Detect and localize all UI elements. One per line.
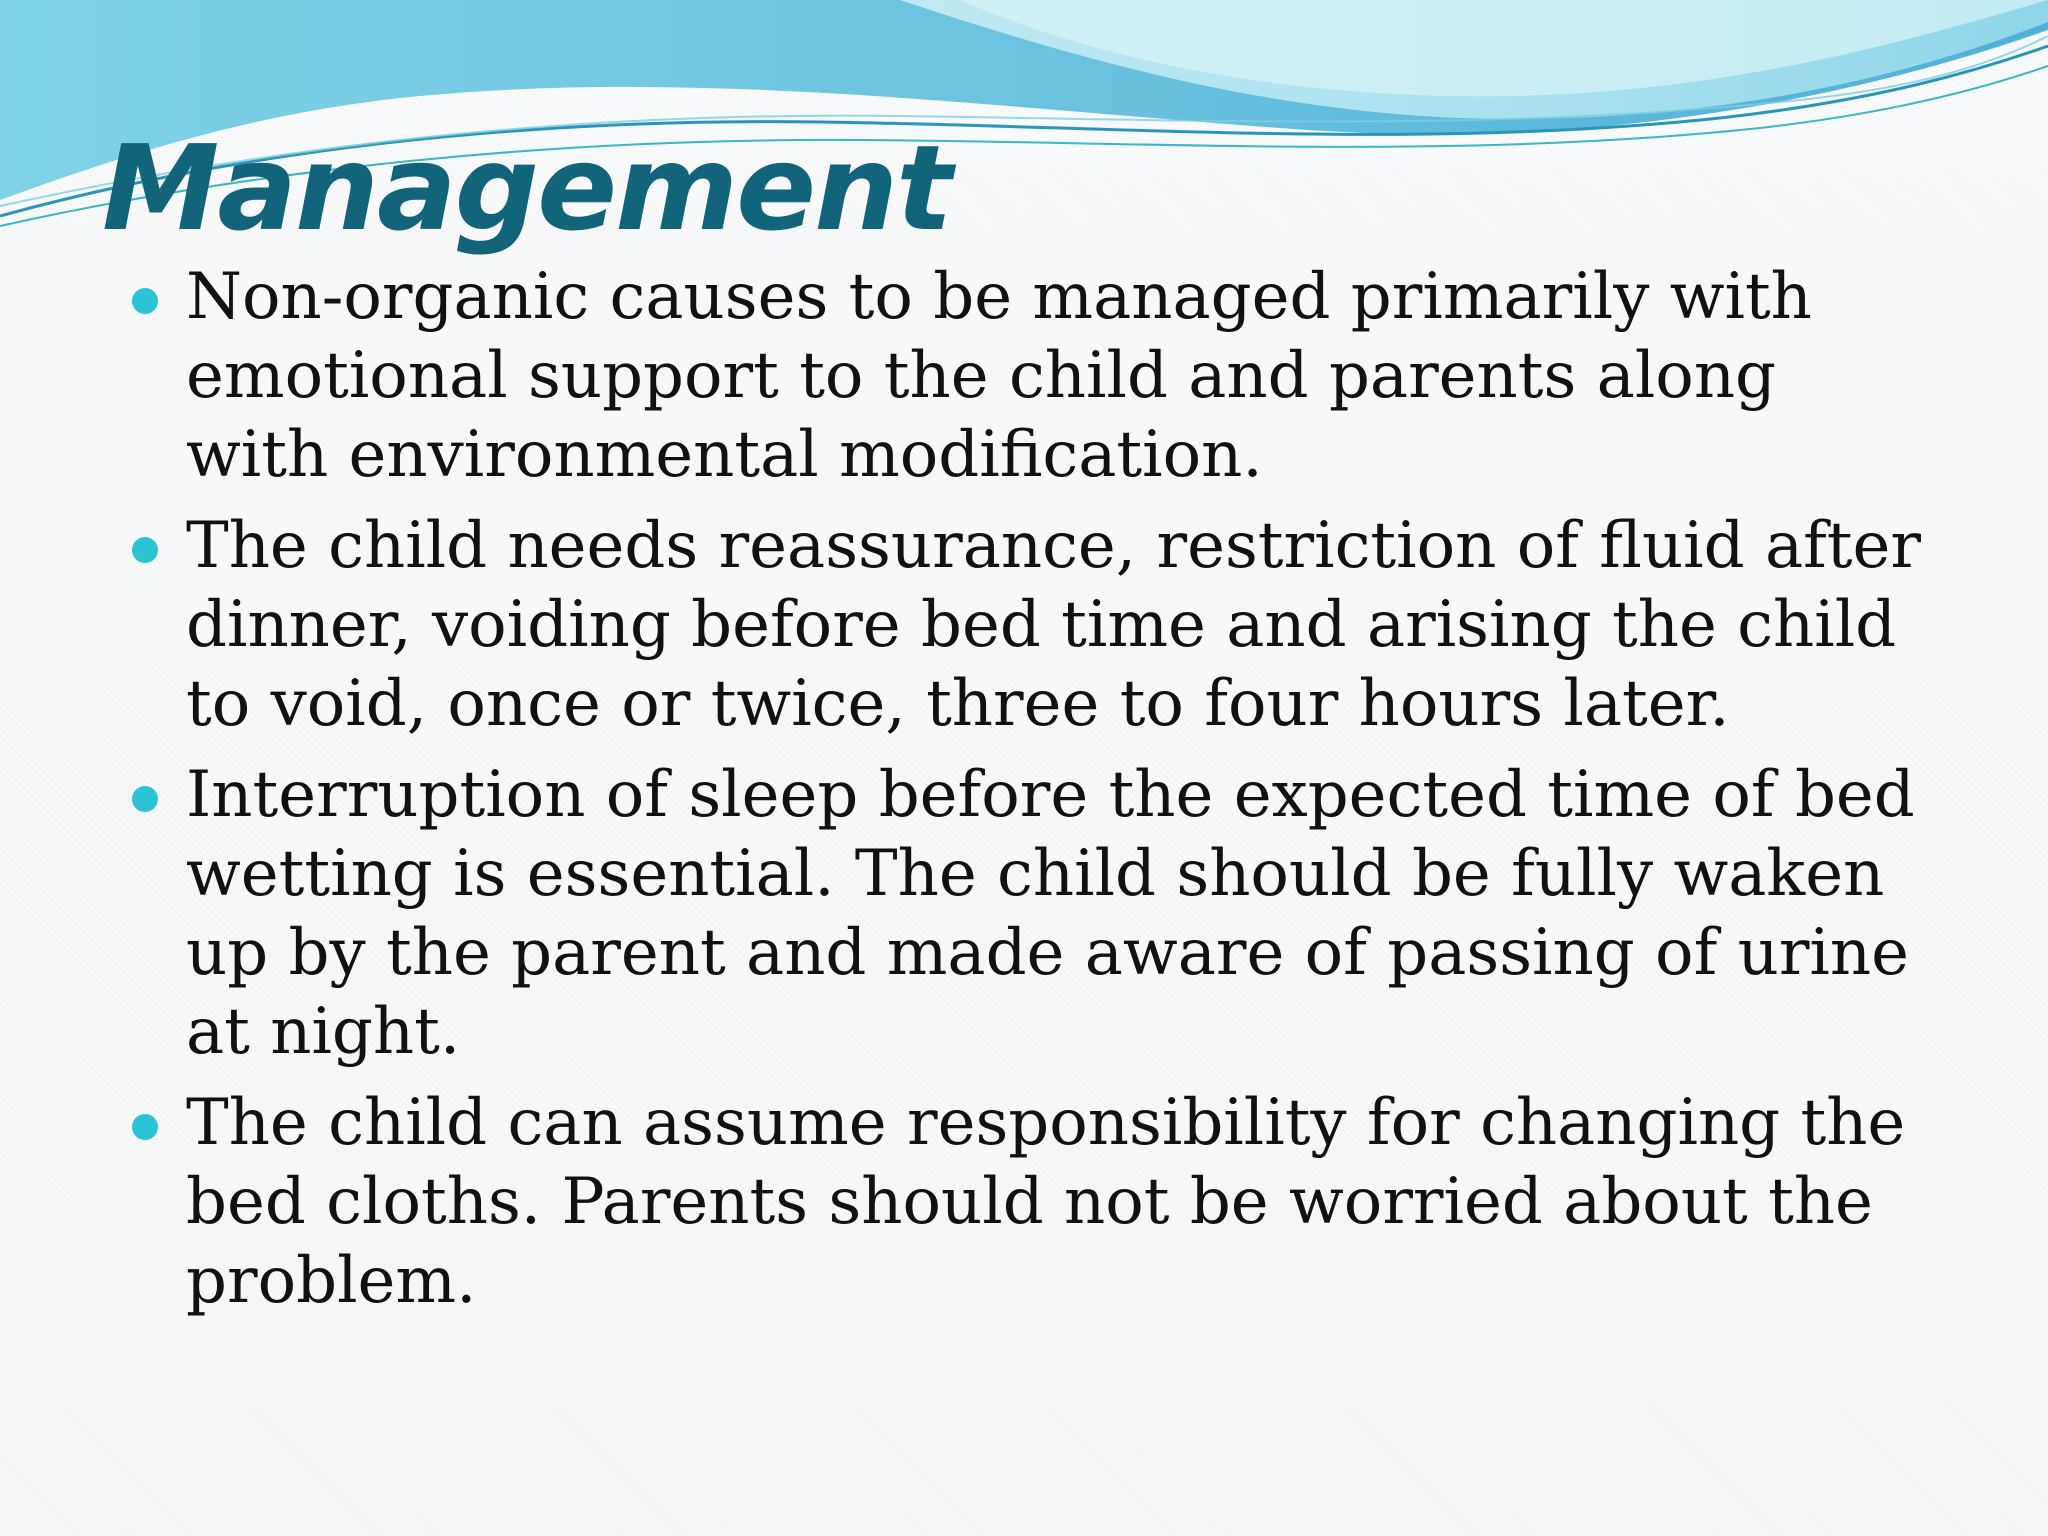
slide-title: Management	[102, 119, 951, 257]
bullet-list	[130, 258, 1930, 1333]
bullet-text: The child can assume responsibility for changing the bed cloths. Parents should not be worried about the problem.	[186, 1086, 1906, 1318]
bullet-item	[130, 507, 1930, 744]
bullet-item	[130, 756, 1930, 1072]
bullet-dot-icon	[132, 786, 158, 812]
bullet-text: The child needs reassurance, restriction of fluid after dinner, voiding before bed time and arising the child to void, once or twice, three to four hours later.	[186, 509, 1921, 741]
bullet-dot-icon	[132, 537, 158, 563]
bullet-dot-icon	[132, 1114, 158, 1140]
bullet-text: Interruption of sleep before the expected time of bed wetting is essential. The child should be fully waken up by the parent and made aware of passing of urine at night.	[186, 758, 1915, 1069]
bullet-dot-icon	[132, 288, 158, 314]
bullet-item	[130, 1084, 1930, 1321]
bullet-item	[130, 258, 1930, 495]
bullet-text: Non-organic causes to be managed primarily with emotional support to the child and parents along with environmental modification.	[186, 260, 1812, 492]
